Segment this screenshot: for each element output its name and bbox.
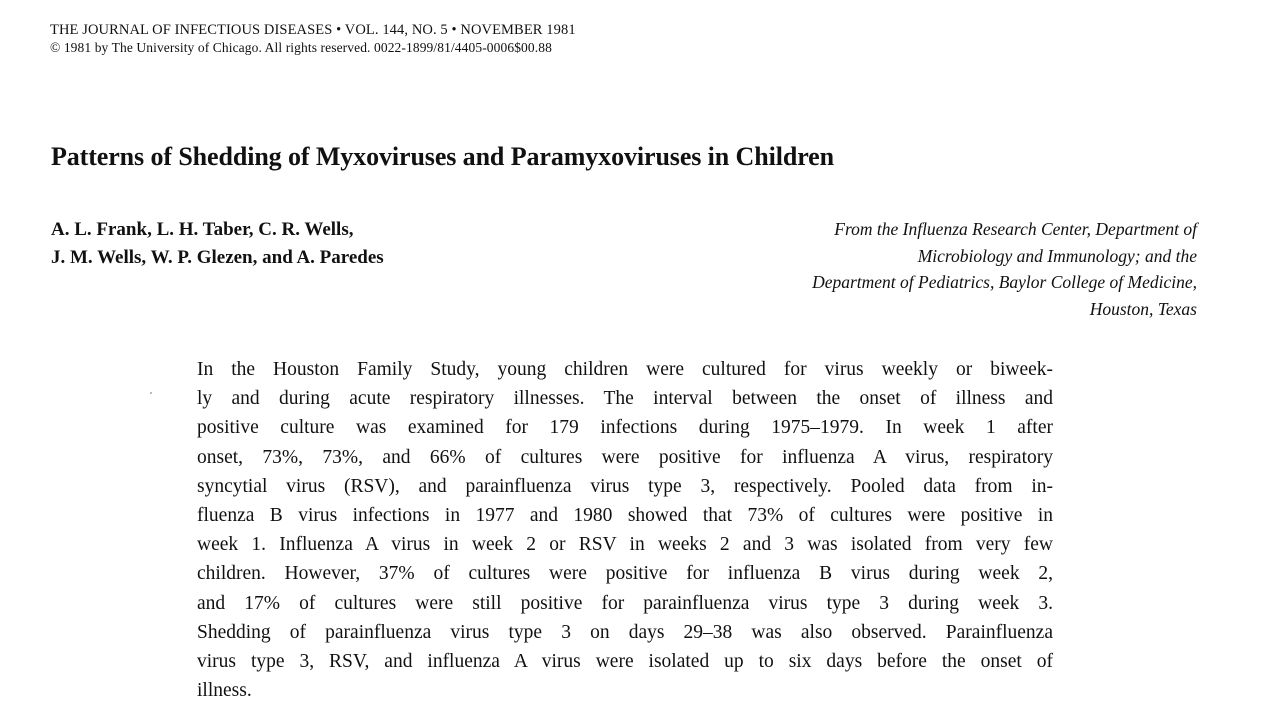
copyright-line: © 1981 by The University of Chicago. All rights reserved. 0022-1899/81/4405-0006$00.88 (50, 40, 552, 55)
journal-header (50, 20, 576, 58)
affiliation-line: Microbiology and Immunology; and the (917, 245, 1197, 266)
abstract-line: virus type 3, RSV, and influenza A virus were isolated up to six days before the onset of (197, 651, 1053, 673)
author-line: J. M. Wells, W. P. Glezen, and A. Paredes (51, 247, 384, 268)
affiliation-line: Department of Pediatrics, Baylor College of Medicine, (812, 272, 1197, 292)
affiliation-line: From the Influenza Research Center, Department of (834, 219, 1197, 239)
abstract-line: onset, 73%, 73%, and 66% of cultures were positive for influenza A virus, respiratory (197, 446, 1053, 468)
abstract-line: illness. (197, 680, 252, 702)
affiliation-block (812, 216, 1197, 322)
abstract-line: ly and during acute respiratory illnesses. The interval between the onset of illness and (197, 388, 1053, 410)
author-list (51, 216, 384, 272)
journal-citation-line: THE JOURNAL OF INFECTIOUS DISEASES • VOL. 144, NO. 5 • NOVEMBER 1981 (50, 22, 576, 38)
abstract-line: syncytial virus (RSV), and parainfluenza virus type 3, respectively. Pooled data from in- (197, 475, 1053, 497)
scan-speck (150, 392, 152, 394)
abstract-line: Shedding of parainfluenza virus type 3 on days 29–38 was also observed. Parainfluenza (197, 621, 1053, 643)
abstract-line: and 17% of cultures were still positive for parainfluenza virus type 3 during week 3. (197, 592, 1053, 614)
abstract-line: children. However, 37% of cultures were positive for influenza B virus during week 2, (197, 563, 1053, 585)
abstract-line: fluenza B virus infections in 1977 and 1980 showed that 73% of cultures were positive in (197, 505, 1053, 527)
affiliation-line: Houston, Texas (1089, 298, 1197, 319)
abstract (197, 355, 1053, 705)
abstract-line: positive culture was examined for 179 infections during 1975–1979. In week 1 after (197, 417, 1053, 439)
abstract-line: In the Houston Family Study, young children were cultured for virus weekly or biweek- (197, 359, 1053, 380)
author-line: A. L. Frank, L. H. Taber, C. R. Wells, (51, 219, 354, 240)
article-title: Patterns of Shedding of Myxoviruses and Paramyxoviruses in Children (51, 142, 834, 171)
abstract-line: week 1. Influenza A virus in week 2 or RSV in weeks 2 and 3 was isolated from very few (197, 534, 1053, 556)
